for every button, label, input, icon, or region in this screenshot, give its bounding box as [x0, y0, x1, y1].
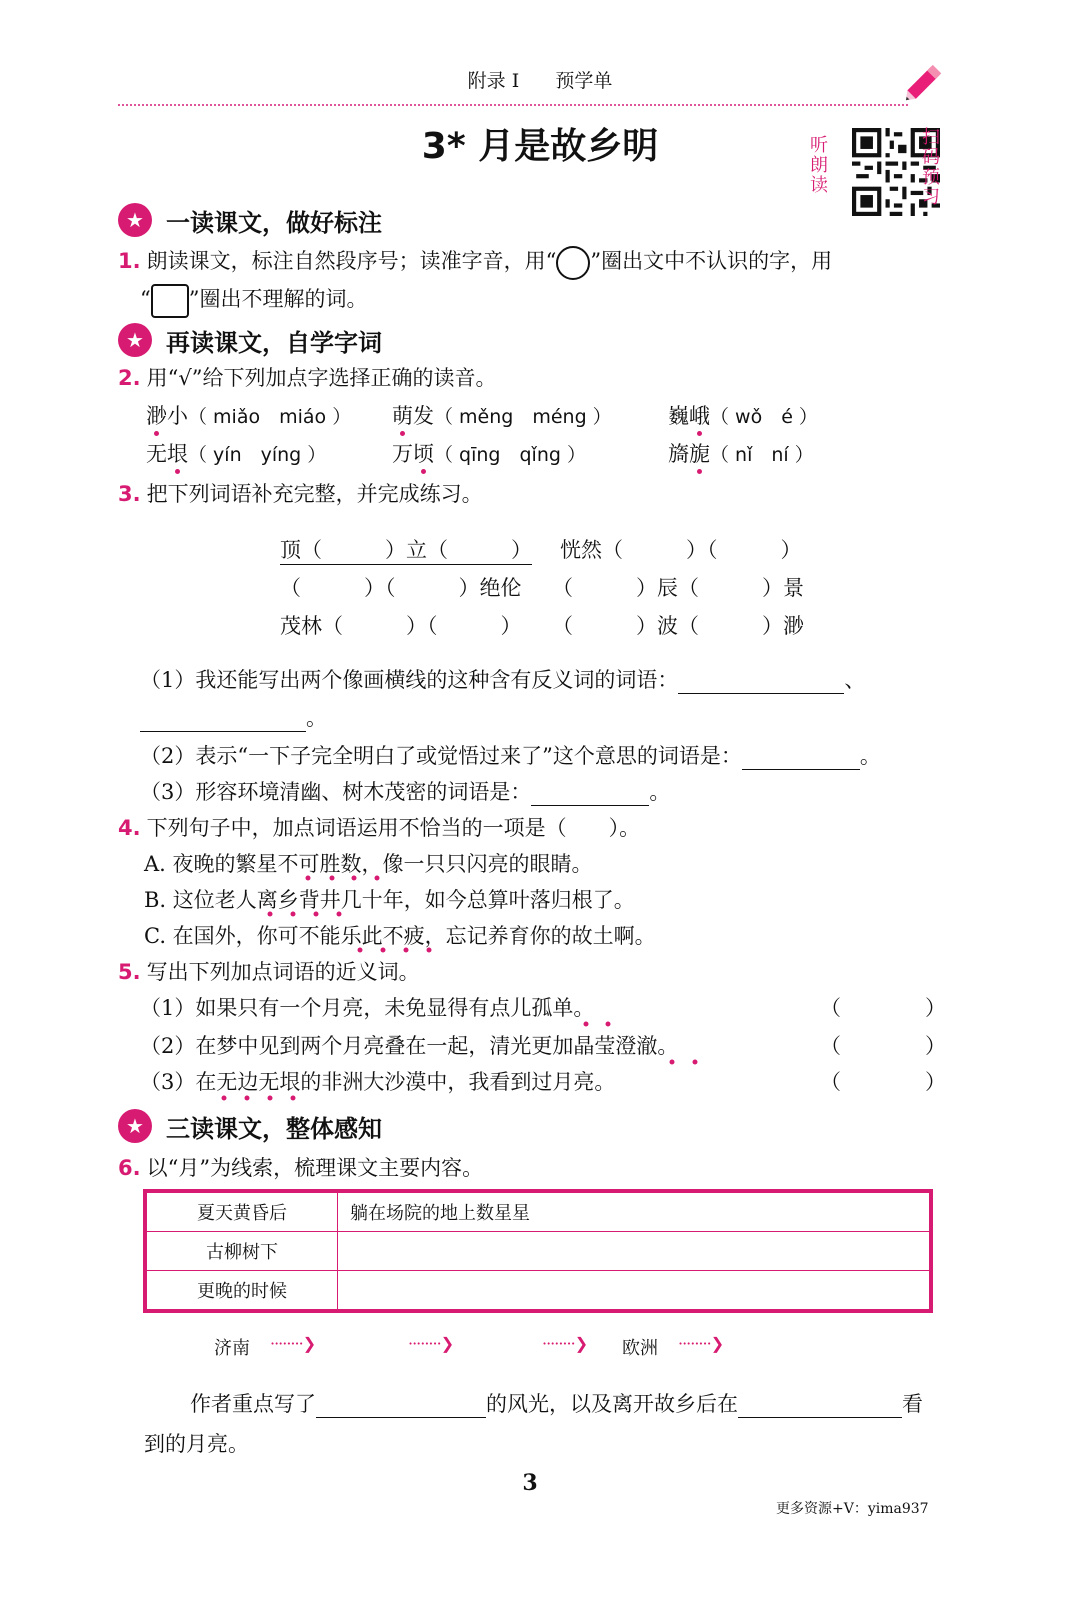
word-fill[interactable]: （ ）辰（ ）景	[552, 576, 804, 600]
section-title: 再读课文，自学字词	[166, 328, 382, 357]
question-2: 2. 用“√”给下列加点字选择正确的读音。	[118, 366, 497, 390]
word-fill[interactable]: （ ）波（ ）渺	[552, 614, 804, 638]
answer-blank[interactable]	[531, 779, 649, 806]
appendix-label: 附录 I	[467, 70, 520, 92]
row-label: 夏天黄昏后	[147, 1193, 338, 1232]
star-icon: ★	[118, 1109, 152, 1143]
answer-parens[interactable]: （ ）	[820, 1034, 946, 1058]
summary-line-2: 到的月亮。	[144, 1432, 249, 1456]
pinyin-item: 万顷（ qīng qǐng ）	[392, 442, 586, 466]
row-content[interactable]	[338, 1271, 930, 1310]
section-label: 预学单	[555, 70, 613, 92]
emphasis-dots	[140, 1018, 740, 1108]
question-number: 6.	[118, 1156, 141, 1180]
sub-question-1-cont: 。	[140, 702, 327, 732]
emphasis-dots	[140, 870, 700, 960]
flow-step: 济南	[214, 1338, 250, 1359]
page-number: 3	[522, 1470, 538, 1496]
synonym-item-1: （1）如果只有一个月亮，未免显得有点儿孤单。	[140, 996, 595, 1020]
sub-question-3: （3）形容环境清幽、树木茂密的词语是： 。	[140, 780, 671, 804]
question-4: 4. 下列句子中，加点词语运用不恰当的一项是（ ）。	[118, 816, 641, 840]
question-number: 4.	[118, 816, 141, 840]
row-label: 更晚的时候	[147, 1271, 338, 1310]
word-fill[interactable]: 恍然（ ）（ ）	[560, 538, 802, 562]
question-1: 1. 朗读课文，标注自然段序号；读准字音，用“ ”圈出文中不认识的字，用 “ ”圈出不理解的词。	[118, 242, 948, 318]
footer-note: 更多资源+V：yima937	[776, 1501, 929, 1517]
section-heading-3	[118, 1106, 382, 1146]
answer-blank[interactable]	[742, 743, 860, 770]
answer-blank[interactable]	[316, 1391, 486, 1418]
question-number: 1.	[118, 249, 141, 273]
question-number: 2.	[118, 366, 141, 390]
square-mark-icon	[151, 284, 189, 318]
table-row	[147, 1193, 930, 1232]
summary-line-1: 作者重点写了 的风光，以及离开故乡后在 看	[190, 1392, 923, 1416]
synonym-item-3: （3）在无边无垠的非洲大沙漠中，我看到过月亮。	[140, 1070, 616, 1094]
row-label: 古柳树下	[147, 1232, 338, 1271]
question-5: 5. 写出下列加点词语的近义词。	[118, 960, 420, 984]
qr-left-label: 听朗读	[810, 135, 828, 196]
option-a[interactable]: A. 夜晚的繁星不可胜数，像一只只闪亮的眼睛。	[144, 852, 593, 876]
sub-question-1: （1）我还能写出两个像画横线的这种含有反义词的词语： 、	[140, 668, 866, 692]
qr-right-label: 扫码预习	[922, 127, 940, 208]
answer-parens[interactable]: （ ）	[820, 1070, 946, 1094]
section-heading-2	[118, 320, 382, 360]
dotted-arrow-icon: ········❯	[542, 1334, 588, 1353]
section-title: 一读课文，做好标注	[166, 208, 382, 237]
header-divider	[118, 104, 908, 106]
pinyin-item: 渺小（ miǎo miáo ）	[146, 404, 352, 428]
sub-question-2: （2）表示“一下子完全明白了或觉悟过来了”这个意思的词语是： 。	[140, 744, 881, 768]
option-b[interactable]: B. 这位老人离乡背井几十年，如今总算叶落归根了。	[144, 888, 635, 912]
star-icon: ★	[118, 323, 152, 357]
page-title: 3* 月是故乡明	[421, 126, 659, 167]
synonym-item-2: （2）在梦中见到两个月亮叠在一起，清光更加晶莹澄澈。	[140, 1034, 679, 1058]
answer-parens[interactable]: （ ）	[820, 996, 946, 1020]
section-heading-1	[118, 200, 382, 240]
table-row	[147, 1271, 930, 1310]
dotted-arrow-icon: ········❯	[270, 1334, 316, 1353]
question-number: 3.	[118, 482, 141, 506]
table-row	[147, 1232, 930, 1271]
answer-blank[interactable]	[678, 667, 844, 694]
question-3: 3. 把下列词语补充完整，并完成练习。	[118, 482, 483, 506]
star-icon: ★	[118, 203, 152, 237]
pinyin-item: 萌发（ měng méng ）	[392, 404, 612, 428]
word-fill[interactable]: （ ）（ ）绝伦	[280, 576, 522, 600]
pencil-icon	[900, 58, 950, 110]
dotted-arrow-icon: ········❯	[678, 1334, 724, 1353]
pinyin-item: 无垠（ yín yíng ）	[146, 442, 327, 466]
pinyin-item: 巍峨（ wǒ é ）	[668, 404, 818, 428]
content-table	[146, 1192, 930, 1310]
flow-step: 欧洲	[622, 1338, 658, 1359]
circle-mark-icon	[556, 246, 590, 280]
question-number: 5.	[118, 960, 141, 984]
option-c[interactable]: C. 在国外，你可不能乐此不疲，忘记养育你的故土啊。	[144, 924, 656, 948]
dotted-arrow-icon: ········❯	[408, 1334, 454, 1353]
answer-blank[interactable]	[140, 705, 306, 732]
answer-blank[interactable]	[738, 1391, 902, 1418]
section-title: 三读课文，整体感知	[166, 1114, 382, 1143]
word-fill[interactable]: 顶（ ）立（ ）	[280, 534, 532, 565]
word-fill[interactable]: 茂林（ ）（ ）	[280, 614, 522, 638]
row-content[interactable]: 躺在场院的地上数星星	[338, 1193, 930, 1232]
row-content[interactable]	[338, 1232, 930, 1271]
question-6: 6. 以“月”为线索，梳理课文主要内容。	[118, 1156, 484, 1180]
pinyin-item: 旖旎（ nǐ ní ）	[668, 442, 814, 466]
